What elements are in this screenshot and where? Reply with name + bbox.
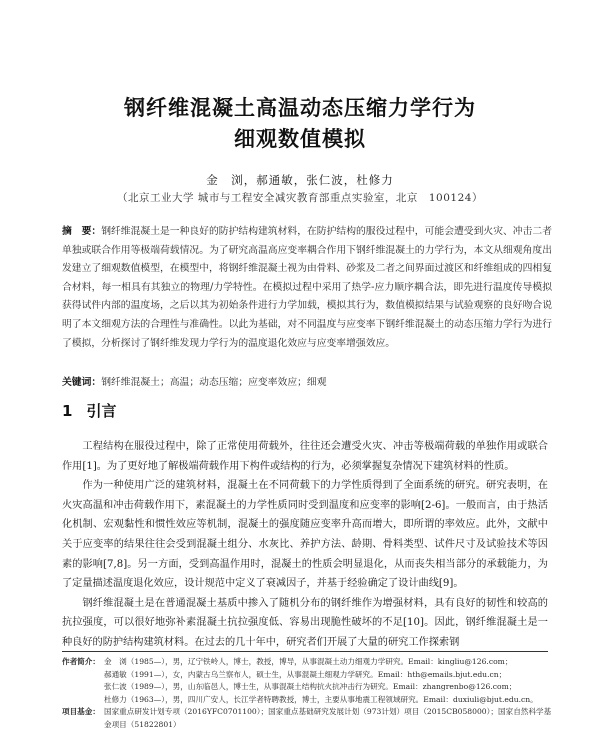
fund-label: 项目基金：	[62, 707, 100, 717]
abstract-label: 摘 要：	[62, 226, 102, 237]
paragraph-3: 钢纤维混凝土是在普通混凝土基质中掺入了随机分布的钢纤维作为增强材料，具有良好的韧性和较高的抗拉强度，可以很好地弥补素混凝土抗拉强度低、容易出现脆性破坏的不足[10]。因此，钢纤维混凝土是一种良好的防护结构建筑材料。在过去的几十年中，研究者们开展了大量的研究工作探索钢	[62, 597, 548, 648]
footnote-divider	[62, 651, 548, 652]
keywords	[62, 374, 552, 392]
paper-title-line1: 钢纤维混凝土高温动态压缩力学行为	[124, 96, 476, 120]
author-info-2: 郝通敏（1991—），女，内蒙古乌兰察布人，硕士生，从事混凝土细观力学研究。Email：hth@emails.bjut.edu.cn；	[104, 669, 507, 679]
section-title: 引言	[86, 402, 117, 420]
fund-text: 国家重点研发计划专项（2016YFC0701100）；国家重点基础研究发展计划（973计划）项目（2015CB058000）；国家自然科学基金项目（51822801）	[104, 707, 552, 729]
author-info-3: 张仁波（1989—），男，山东临邑人，博士生，从事混凝土结构抗火抗冲击行为研究。Email：zhangrenbo@126.com；	[104, 682, 517, 692]
author-list: 金 浏，郝通敏，张仁波，杜修力	[206, 173, 394, 187]
paper-title-line2: 细观数值模拟	[234, 127, 366, 151]
footnotes	[62, 656, 552, 732]
keywords-label: 关键词：	[62, 377, 102, 388]
author-info-1: 金 浏（1985—），男，辽宁铁岭人，博士，教授，博导，从事混凝土动力细观力学研究。Email：kingliu@126.com；	[104, 657, 513, 666]
abstract	[62, 223, 552, 353]
author-info-4: 杜修力（1963—），男，四川广安人，长江学者特聘教授，博士，主要从事地震工程领域研究。Email：duxiuli@bjut.edu.cn。	[104, 694, 538, 704]
abstract-text: 钢纤维混凝土是一种良好的防护结构建筑材料，在防护结构的服役过程中，可能会遭受到火灾、冲击二者单独或联合作用等极端荷载情况。为了研究高温高应变率耦合作用下钢纤维混凝土的力学行为，本文从细观角度出发建立了细观数值模型，在模型中，将钢纤维混凝土视为由骨料、砂浆及二者之间界面过渡区和纤维组成的四相复合材料，每一相具有其独立的物理/力学特性。在模拟过程中采用了热学-应力顺序耦合法，即先进行温度传导模拟获得试件内部的温度场，之后以其为初始条件进行力学加载，模拟其行为，数值模拟结果与试验观察的良好吻合说明了本文细观方法的合理性与准确性。以此为基础，对不同温度与应变率下钢纤维混凝土的动态压缩力学行为进行了模拟，分析探讨了钢纤维发现力学行为的温度退化效应与应变率增强效应。	[62, 226, 553, 349]
paragraph-1: 工程结构在服役过程中，除了正常使用荷载外，往往还会遭受火灾、冲击等极端荷载的单独作用或联合作用[1]。为了更好地了解极端荷载作用下构件或结构的行为，必须掌握复杂情况下建筑材料的性质。	[62, 441, 548, 472]
author-info-label: 作者简介：	[62, 657, 100, 666]
body-text	[62, 437, 548, 653]
keywords-text: 钢纤维混凝土；高温；动态压缩；应变率效应；细观	[101, 377, 327, 388]
section-number: 1	[62, 402, 73, 420]
affiliation: （北京工业大学 城市与工程安全减灾教育部重点实验室，北京 100124）	[117, 192, 483, 204]
paragraph-2: 作为一种使用广泛的建筑材料，混凝土在不同荷载下的力学性质得到了全面系统的研究。研究表明，在火灾高温和冲击荷载作用下，素混凝土的力学性质同时受到温度和应变率的影响[2-6]。一般而言，由于热活化机制、宏观黏性和惯性效应等机制，混凝土的强度随应变率升高而增大，即所谓的率效应。此外，文献中关于应变率的结果往往会受到混凝土组分、水灰比、养护方法、龄期、骨料类型、试件尺寸及试验技术等因素的影响[7,8]。另一方面，受到高温作用时，混凝土的性质会明显退化，从而丧失相当部分的承载能力，为了定量描述温度退化效应，设计规范中定义了衰减因子，并基于经验确定了设计曲线[9]。	[62, 480, 548, 590]
section-heading	[62, 400, 116, 421]
